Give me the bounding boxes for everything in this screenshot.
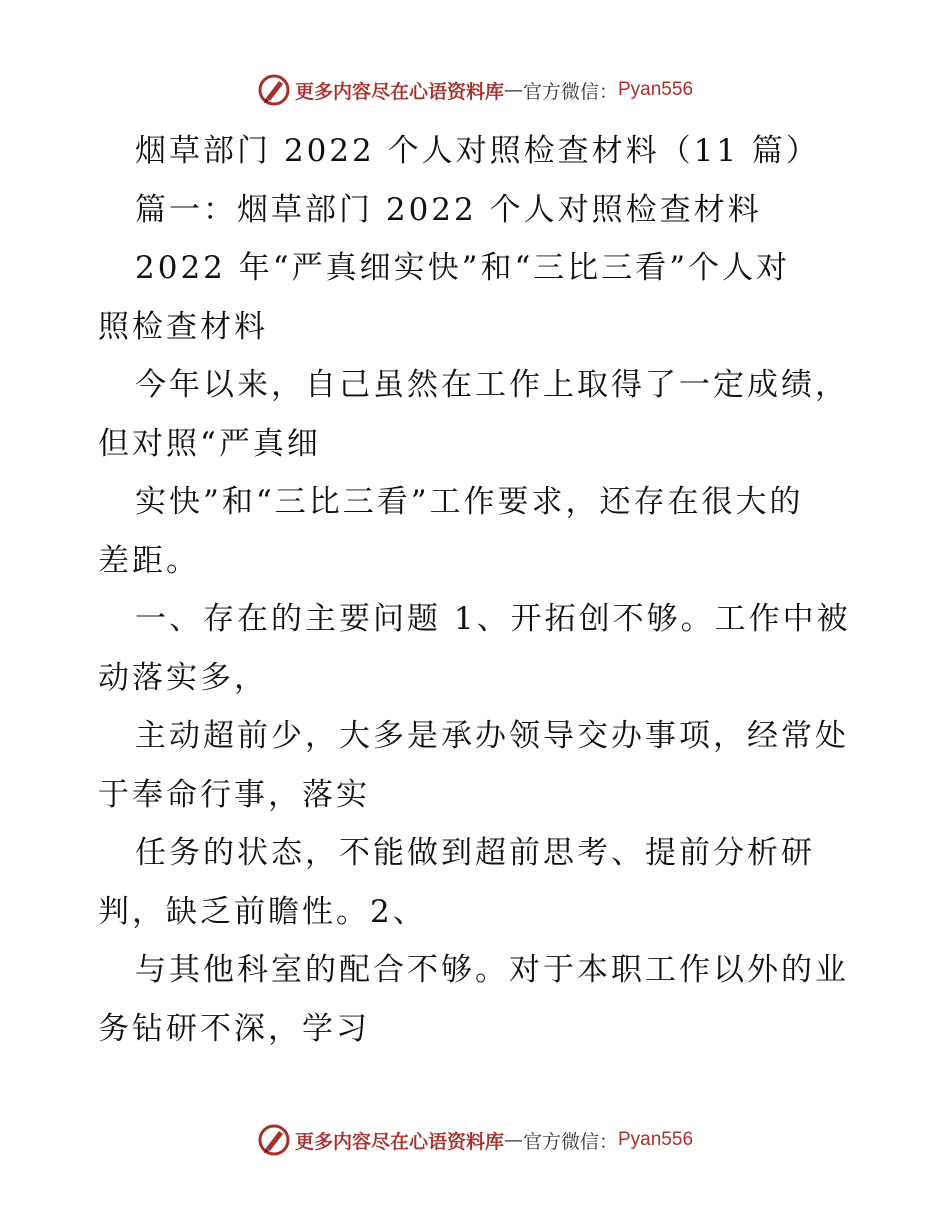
doc-line: 今年以来，自己虽然在工作上取得了一定成绩， [135, 367, 849, 403]
doc-line: 差距。 [98, 542, 200, 579]
banner-label: 官方微信： [522, 80, 618, 103]
document-body [98, 122, 888, 1058]
pen-logo-icon [257, 73, 291, 107]
footer-banner [0, 1120, 950, 1160]
banner-dash: — [503, 79, 523, 101]
banner-wechat-id: Pyan556 [618, 1129, 694, 1150]
doc-line: 篇一：烟草部门 2022 个人对照检查材料 [135, 191, 762, 228]
doc-line: 务钻研不深，学习 [98, 1010, 370, 1047]
banner-label: 官方微信： [522, 1130, 618, 1153]
pen-logo-icon [257, 1123, 291, 1157]
doc-line: 于奉命行事，落实 [98, 776, 370, 813]
header-banner [0, 70, 950, 110]
banner-wechat-id: Pyan556 [618, 79, 694, 100]
doc-line: 主动超前少，大多是承办领导交办事项，经常处 [135, 718, 849, 754]
doc-line: 与其他科室的配合不够。对于本职工作以外的业 [135, 952, 849, 988]
banner-prefix: 更多内容尽在心语资料库 [294, 80, 504, 103]
banner-dash: — [503, 1129, 523, 1151]
banner-prefix: 更多内容尽在心语资料库 [294, 1130, 504, 1153]
doc-line: 照检查材料 [98, 308, 268, 345]
doc-line: 动落实多， [98, 659, 268, 696]
doc-line: 实快”和“三比三看”工作要求，还存在很大的 [135, 484, 804, 520]
doc-line: 但对照“严真细 [98, 425, 321, 462]
doc-line: 烟草部门 2022 个人对照检查材料（11 篇） [135, 133, 820, 169]
doc-line: 判，缺乏前瞻性。2、 [98, 893, 427, 930]
doc-line: 任务的状态，不能做到超前思考、提前分析研 [135, 835, 815, 871]
doc-line: 2022 年“严真细实快”和“三比三看”个人对 [135, 250, 791, 286]
doc-line: 一、存在的主要问题 1、开拓创不够。工作中被 [135, 601, 851, 637]
